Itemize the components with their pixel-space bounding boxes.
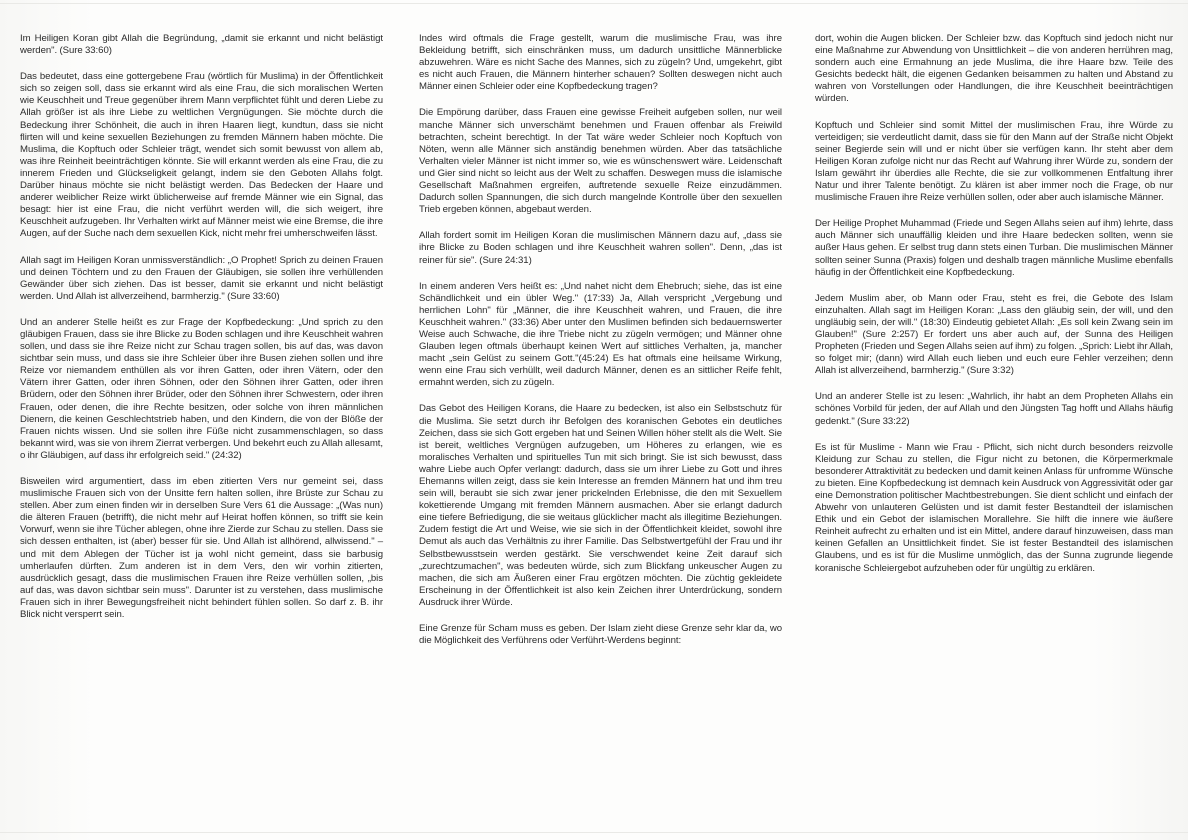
paragraph: Kopftuch und Schleier sind somit Mittel der muslimischen Frau, ihre Würde zu verteidigen; sie verdeutlicht damit, dass sie für den Mann auf der Straße nicht Objekt seiner Begierde sein will und er nicht über sie verfügen kann. Ihr steht aber dem Heiligen Koran zufolge nicht nur das Recht auf Wahrung ihrer Würde zu, sondern der Islam gewährt ihr überdies alle Rechte, die sie zur vollkommenen Entfaltung ihrer Natur und ihrer Talente benötigt. Zu klären ist aber immer noch die Frage, ob nur muslimische Frauen ihre Reize verhüllen sollen, oder aber auch islamische Männer. [815, 119, 1173, 204]
paragraph: Bisweilen wird argumentiert, dass im eben zitierten Vers nur gemeint sei, dass muslimische Frauen sich von der Unsitte fern halten sollen, ihre Brüste zur Schau zu stellen. Aber zum einen finden wir in derselben Sure Vers 61 die Aussage: „(Was nun) die älteren Frauen (betrifft), die nicht mehr auf Heirat hoffen können, so trifft sie kein Vorwurf, wenn sie ihre Tücher ablegen, ohne ihre Zierde zur Schau zu stellen. Dass sie sich dessen enthalten, ist (aber) besser für sie. Und Allah ist allhörend, allwissend." – und mit dem Ablegen der Tücher ist ja wohl nicht gemeint, dass sie barbusig umherlaufen dürften. Zum anderen ist in dem Vers, den wir vorhin zitierten, ausdrücklich gesagt, dass die muslimischen Frauen ihre Reize verhüllen sollen, „bis auf das, was davon sichtbar sein muss". Darunter ist zu verstehen, dass muslimische Frauen sich in ihrer Bewegungsfreiheit nicht behindert fühlen sollen. So darf z. B. ihr Blick nicht versperrt sein. [20, 476, 383, 621]
paragraph: Das Gebot des Heiligen Korans, die Haare zu bedecken, ist also ein Selbstschutz für die Muslima. Sie setzt durch ihr Befolgen des koranischen Gebotes ein deutliches Zeichen, dass sie sich Gott ergeben hat und Seinen Willen höher stellt als die Welt. Sie ist bereit, weltliches Vergnügen aufzugeben, um Höheres zu erlangen, wie es moralisches Verhalten und spirituelles Tun mit sich bringt. Sie ist sich bewusst, dass wahre Liebe auch Opfer verlangt: dadurch, dass sie um ihrer Liebe zu Gott und ihres Ehemanns willen zeigt, dass sie kein Interesse an fremden Männern hat und ihm treu sein will, beraubt sie sich zwar jener prickelnden Erlebnisse, die den mit Sexuellem kokettierende Umgang mit fremden Männern ausmachen. Aber sie erlangt dadurch eine tiefere Befriedigung, die sie weitaus glücklicher macht als illegitime Beziehungen. Zudem festigt die Art und Weise, wie sie sich in der Öffentlichkeit kleidet, sowohl ihre Demut als auch das Verhältnis zu ihrer Familie. Das Selbstwertgefühl der Frau und ihr Selbstbewusstsein werden gestärkt. Sie verschwendet keine Zeit darauf sich „zurechtzumachen", was bedeuten würde, sich zum Blickfang unkeuscher Augen zu machen, die sich am Äußeren einer Frau ergötzen möchten. Die züchtig gekleidete Erscheinung in der Öffentlichkeit ist also kein Zeichen ihrer Unterdrückung, sondern Ausdruck ihrer Würde. [419, 403, 782, 608]
paragraph: Jedem Muslim aber, ob Mann oder Frau, steht es frei, die Gebote des Islam einzuhalten. Allah sagt im Heiligen Koran: „Lass den gläubig sein, der will, und den ungläubig sein, der will." (18:30) Eindeutig gebietet Allah: „Es soll kein Zwang sein im Glauben!" (Sure 2:257) Er fordert uns aber auch auf, der Sunna des Heiligen Propheten (Frieden und Segen Allahs seien auf ihm) zu folgen. „Sprich: Liebt ihr Allah, so folget mir; (dann) wird Allah euch lieben und euch eure Fehler verzeihen; denn Allah ist allverzeihend, barmherzig." (Sure 3:32) [815, 292, 1173, 377]
scan-edge-bottom [0, 832, 1188, 833]
text-column-right [815, 33, 1173, 589]
paragraph: Es ist für Muslime - Mann wie Frau - Pflicht, sich nicht durch besonders reizvolle Kleidung zur Schau zu stellen, die Figur nicht zu betonen, die Körpermerkmale besonderer Attraktivität zu bedecken und damit keinen Anlass für unfromme Wünsche zu bieten. Eine Kopfbedeckung ist demnach kein Ausdruck von Aggressivität oder gar eine Demonstration politischer Machtbestrebungen. Sie dient schlicht und einfach der Abwehr von unlauteren Gelüsten und ist damit fester Bestandteil der islamischen Ethik und ein Gebot der islamischen Morallehre. Sie hilft die innere wie äußere Reinheit aufrecht zu erhalten und ist ein Mittel, andere darauf hinzuweisen, dass man keinen Gefallen an Unsittlichkeit findet. Sie ist fester Bestandteil des islamischen Glaubens, und es ist für die Muslime unmöglich, das der Sunna zugrunde liegende koranische Schleiergebot aufzuheben oder für ungültig zu erklären. [815, 441, 1173, 574]
paragraph: Und an anderer Stelle heißt es zur Frage der Kopfbedeckung: „Und sprich zu den gläubigen Frauen, dass sie ihre Blicke zu Boden schlagen und ihre Keuschheit wahren sollen, und dass sie ihre Reize nicht zur Schau tragen sollen, bis auf das, was davon sichtbar sein muss, und dass sie ihre Schleier über ihre Busen ziehen sollen und ihre Reize vor niemandem enthüllen als vor ihren Gatten, oder ihren Vätern, oder den Vätern ihrer Gatten, oder ihren Söhnen, oder den Söhnen ihrer Gatten, oder ihren Brüdern, oder den Söhnen ihrer Brüder, oder den Söhnen ihrer Schwestern, oder ihren Frauen, oder denen, die ihre Rechte besitzen, oder solche von ihren männlichen Dienern, die keinen Geschlechtstrieb haben, und den Kindern, die von der Blöße der Frauen nichts wissen. Und sie sollen ihre Füße nicht zusammenschlagen, so dass bekannt wird, was sie von ihrem Zierrat verbergen. Und bekehrt euch zu Allah allesamt, o ihr Gläubigen, auf dass ihr erfolgreich seid." (24:32) [20, 316, 383, 461]
paragraph: Eine Grenze für Scham muss es geben. Der Islam zieht diese Grenze sehr klar da, wo die Möglichkeit des Verführens oder Verführt-Werdens beginnt: [419, 623, 782, 647]
paragraph: dort, wohin die Augen blicken. Der Schleier bzw. das Kopftuch sind jedoch nicht nur eine Maßnahme zur Abwendung von Unsittlichkeit – die von anderen herrühren mag, sondern auch eine Ermahnung an jede Muslima, die ihre Haare bzw. Teile des Gesichts bedeckt hält, die eigenen Gedanken beisammen zu halten und Abstand zu wahren von Vorstellungen oder Handlungen, die ihre Keuschheit beeinträchtigen würden. [815, 33, 1173, 105]
paragraph: Indes wird oftmals die Frage gestellt, warum die muslimische Frau, was ihre Bekleidung betrifft, sich einschränken muss, um dadurch unsittliche Männerblicke abzuwehren. Wäre es nicht Sache des Mannes, sich zu zügeln? Und, umgekehrt, gibt es nicht auch Frauen, die Männern hinterher schauen? Sollten deswegen nicht auch Männer einen Schleier oder eine Kopfbedeckung tragen? [419, 33, 782, 93]
paragraph: Der Heilige Prophet Muhammad (Friede und Segen Allahs seien auf ihm) lehrte, dass auch Männer sich unauffällig kleiden und ihre Haare bedecken sollten, wenn sie außer Haus gehen. Er selbst trug dann stets einen Turban. Die muslimischen Männer sollten seiner Sunna (Praxis) folgen und deshalb tragen männliche Muslime ebenfalls häufig in der Öffentlichkeit eine Kopfbedeckung. [815, 218, 1173, 278]
paragraph: Die Empörung darüber, dass Frauen eine gewisse Freiheit aufgeben sollen, nur weil manche Männer sich unverschämt benehmen und Frauen offenbar als Freiwild betrachten, scheint berechtigt. In der Tat wäre weder Schleier noch Kopftuch von Nöten, wenn alle Männer sich anständig benehmen würden. Aber das tatsächliche Verhalten vieler Männer ist nicht immer so, wie es wünschenswert wäre. Leidenschaft und Gier sind nicht so leicht aus der Welt zu schaffen. Deswegen muss die islamische Gesellschaft Maßnahmen ergreifen, auftretende sexuelle Reize einzudämmen. Dadurch sollen Spannungen, die sich durch mangelnde Kontrolle über den sexuellen Trieb ergeben können, abgebaut werden. [419, 107, 782, 216]
paragraph: Und an anderer Stelle ist zu lesen: „Wahrlich, ihr habt an dem Propheten Allahs ein schönes Vorbild für jeden, der auf Allah und den Jüngsten Tag hofft und Allahs häufig gedenkt." (Sure 33:22) [815, 391, 1173, 427]
paragraph: Das bedeutet, dass eine gottergebene Frau (wörtlich für Muslima) in der Öffentlichkeit sich so zeigen soll, dass sie erkannt wird als eine Frau, die sich moralischen Werten wie Keuschheit und Treue gegenüber ihrem Mann verpflichtet fühlt und deren Liebe zu Allah größer ist als ihre Liebe zu weltlichen Vergnügungen. Sie möchte durch die Bedeckung ihrer Schönheit, die auch in ihren Haaren liegt, kundtun, dass sie nicht flirten will und keine sexuellen Beziehungen zu fremden Männern haben möchte. Die Muslima, die Kopftuch oder Schleier trägt, wendet sich somit bewusst von allem ab, was ihre Reinheit beeinträchtigen könnte. Sie will erkannt werden als eine Frau, die zu innerem Frieden und Glückseligkeit gelangt, indem sie den Geboten Allahs folgt. Darüber hinaus möchte sie nicht belästigt werden. Das Bedecken der Haare und anderer weiblicher Reize wirkt üblicherweise auf fremde Männer wie ein Signal, das besagt: hier ist eine Frau, die nicht verführt werden will, die sich weigert, ihre Keuschheit aufzugeben. Ihr Verhalten wirkt auf Männer meist wie eine Bremse, die ihre Augen, auf der Suche nach dem sexuellen Kick, nicht mehr frei umherschweifen lässt. [20, 71, 383, 240]
paragraph: Allah fordert somit im Heiligen Koran die muslimischen Männern dazu auf, „dass sie ihre Blicke zu Boden schlagen und ihre Keuschheit wahren sollen". Denn, „das ist reiner für sie". (Sure 24:31) [419, 230, 782, 266]
paragraph: Allah sagt im Heiligen Koran unmissverständlich: „O Prophet! Sprich zu deinen Frauen und deinen Töchtern und zu den Frauen der Gläubigen, sie sollen ihre verhüllenden Gewänder über sich ziehen. Das ist besser, damit sie erkannt und nicht belästigt werden. Und Allah ist allverzeihend, barmherzig." (Sure 33:60) [20, 254, 383, 302]
text-column-left [20, 33, 383, 635]
paragraph: Im Heiligen Koran gibt Allah die Begründung, „damit sie erkannt und nicht belästigt werden". (Sure 33:60) [20, 33, 383, 57]
paragraph: In einem anderen Vers heißt es: „Und nahet nicht dem Ehebruch; siehe, das ist eine Schändlichkeit und ein übler Weg." (17:33) Ja, Allah verspricht „Vergebung und herrlichen Lohn" für „Männer, die ihre Keuschheit wahren, und Frauen, die ihre Keuschheit wahren." (33:36) Aber unter den Muslimen befinden sich bedauernswerter Weise auch Schwache, die ihre Triebe nicht zu zügeln vermögen; und Männer ohne Glauben legen oftmals überhaupt keinen Wert auf sittliches Verhalten, ja, mancher macht „sein Gelüst zu seinem Gott."(45:24) Es hat oftmals eine heilsame Wirkung, wenn eine Frau sich verhüllt, weil dadurch Männer, denen es an sittlicher Reife fehlt, ermahnt werden, sich zu zügeln. [419, 280, 782, 389]
text-column-middle [419, 33, 782, 661]
scan-edge-top [0, 3, 1188, 4]
